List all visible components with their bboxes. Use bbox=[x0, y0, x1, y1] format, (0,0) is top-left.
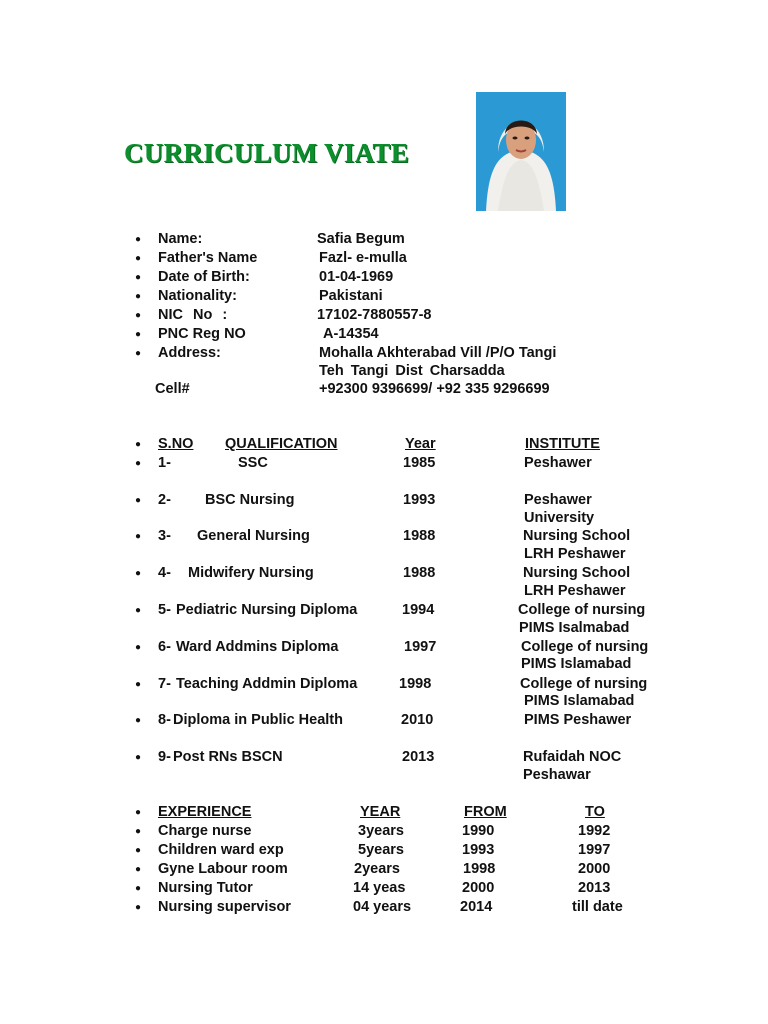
bullet: ● bbox=[135, 715, 142, 726]
bullet: ● bbox=[135, 253, 142, 264]
qual-year: 2010 bbox=[401, 712, 434, 728]
bullet: ● bbox=[135, 845, 142, 856]
label-address: Address: bbox=[158, 345, 221, 361]
qual-sno: 5- bbox=[158, 602, 171, 618]
qual-name: Ward Addmins Diploma bbox=[176, 639, 339, 655]
qual-institute-line2: University bbox=[524, 510, 595, 526]
value-nationality: Pakistani bbox=[319, 288, 383, 304]
bullet: ● bbox=[135, 826, 142, 837]
label-pnc: PNC Reg NO bbox=[158, 326, 246, 342]
exp-role: Children ward exp bbox=[158, 842, 284, 858]
value-name: Safia Begum bbox=[317, 231, 405, 247]
bullet: ● bbox=[135, 883, 142, 894]
qual-year: 1998 bbox=[399, 676, 432, 692]
header-experience: EXPERIENCE bbox=[158, 804, 252, 820]
qual-name: Pediatric Nursing Diploma bbox=[176, 602, 358, 618]
exp-from: 2000 bbox=[462, 880, 495, 896]
bullet: ● bbox=[135, 864, 142, 875]
qual-year: 2013 bbox=[402, 749, 435, 765]
label-name: Name: bbox=[158, 231, 203, 247]
value-address-1: Mohalla Akhterabad Vill /P/O Tangi bbox=[319, 345, 557, 361]
value-cell: +92300 9396699/ +92 335 9296699 bbox=[319, 381, 550, 397]
qual-name: BSC Nursing bbox=[205, 492, 295, 508]
qual-year: 1985 bbox=[403, 455, 436, 471]
qual-sno: 9- bbox=[158, 749, 171, 765]
qual-name: SSC bbox=[238, 455, 268, 471]
header-to: TO bbox=[585, 804, 605, 820]
qual-institute-line2: PIMS Islamabad bbox=[524, 693, 635, 709]
bullet: ● bbox=[135, 439, 142, 450]
qual-name: Diploma in Public Health bbox=[173, 712, 343, 728]
bullet: ● bbox=[135, 234, 142, 245]
bullet: ● bbox=[135, 329, 142, 340]
qual-institute: Nursing School bbox=[523, 565, 631, 581]
exp-years: 04 years bbox=[353, 899, 412, 915]
qual-sno: 8- bbox=[158, 712, 171, 728]
qual-institute: College of nursing bbox=[521, 639, 649, 655]
qual-name: Teaching Addmin Diploma bbox=[176, 676, 358, 692]
bullet: ● bbox=[135, 272, 142, 283]
exp-to: 1992 bbox=[578, 823, 611, 839]
qual-year: 1997 bbox=[404, 639, 437, 655]
exp-role: Nursing supervisor bbox=[158, 899, 291, 915]
qual-name: Post RNs BSCN bbox=[173, 749, 283, 765]
header-year: Year bbox=[405, 436, 436, 452]
bullet: ● bbox=[135, 531, 142, 542]
qual-institute-line2: PIMS Islamabad bbox=[521, 656, 632, 672]
label-dob: Date of Birth: bbox=[158, 269, 250, 285]
header-qualification: QUALIFICATION bbox=[225, 436, 338, 452]
qual-institute-line2: LRH Peshawer bbox=[524, 583, 626, 599]
qual-year: 1993 bbox=[403, 492, 436, 508]
value-pnc: A-14354 bbox=[323, 326, 379, 342]
qual-sno: 3- bbox=[158, 528, 171, 544]
qual-sno: 1- bbox=[158, 455, 171, 471]
bullet: ● bbox=[135, 807, 142, 818]
bullet: ● bbox=[135, 310, 142, 321]
qual-year: 1988 bbox=[403, 528, 436, 544]
exp-from: 1993 bbox=[462, 842, 495, 858]
exp-role: Charge nurse bbox=[158, 823, 252, 839]
value-father-name: Fazl- e-mulla bbox=[319, 250, 407, 266]
exp-from: 1990 bbox=[462, 823, 495, 839]
qual-sno: 6- bbox=[158, 639, 171, 655]
exp-role: Gyne Labour room bbox=[158, 861, 288, 877]
value-nic: 17102-7880557-8 bbox=[317, 307, 432, 323]
value-address-2: Teh Tangi Dist Charsadda bbox=[319, 363, 505, 379]
header-institute: INSTITUTE bbox=[525, 436, 600, 452]
bullet: ● bbox=[135, 902, 142, 913]
label-nic: NIC No : bbox=[158, 307, 228, 323]
qual-institute-line2: LRH Peshawer bbox=[524, 546, 626, 562]
exp-from: 1998 bbox=[463, 861, 496, 877]
qual-year: 1994 bbox=[402, 602, 435, 618]
qual-institute: Nursing School bbox=[523, 528, 631, 544]
qual-institute: Rufaidah NOC bbox=[523, 749, 622, 765]
qual-name: Midwifery Nursing bbox=[188, 565, 314, 581]
bullet: ● bbox=[135, 458, 142, 469]
qual-institute: College of nursing bbox=[520, 676, 648, 692]
header-from: FROM bbox=[464, 804, 507, 820]
exp-from: 2014 bbox=[460, 899, 493, 915]
bullet: ● bbox=[135, 752, 142, 763]
exp-years: 3years bbox=[358, 823, 404, 839]
exp-to: 2000 bbox=[578, 861, 611, 877]
exp-years: 5years bbox=[358, 842, 404, 858]
page-title: CURRICULUM VIATE bbox=[124, 138, 410, 168]
qual-institute-line2: Peshawar bbox=[523, 767, 591, 783]
profile-photo bbox=[476, 92, 566, 211]
qual-name: General Nursing bbox=[197, 528, 310, 544]
label-father-name: Father's Name bbox=[158, 250, 258, 266]
qual-sno: 7- bbox=[158, 676, 171, 692]
exp-to: 2013 bbox=[578, 880, 611, 896]
bullet: ● bbox=[135, 679, 142, 690]
qual-year: 1988 bbox=[403, 565, 436, 581]
exp-role: Nursing Tutor bbox=[158, 880, 253, 896]
bullet: ● bbox=[135, 495, 142, 506]
qual-sno: 2- bbox=[158, 492, 171, 508]
bullet: ● bbox=[135, 568, 142, 579]
bullet: ● bbox=[135, 642, 142, 653]
qual-institute: College of nursing bbox=[518, 602, 646, 618]
qual-institute: Peshawer bbox=[524, 455, 592, 471]
exp-years: 14 yeas bbox=[353, 880, 406, 896]
qual-institute: PIMS Peshawer bbox=[524, 712, 632, 728]
label-cell: Cell# bbox=[155, 381, 190, 397]
header-exp-year: YEAR bbox=[360, 804, 401, 820]
exp-to: 1997 bbox=[578, 842, 611, 858]
label-nationality: Nationality: bbox=[158, 288, 237, 304]
header-sno: S.NO bbox=[158, 436, 194, 452]
bullet: ● bbox=[135, 348, 142, 359]
bullet: ● bbox=[135, 605, 142, 616]
bullet: ● bbox=[135, 291, 142, 302]
qual-institute: Peshawer bbox=[524, 492, 592, 508]
exp-years: 2years bbox=[354, 861, 400, 877]
qual-sno: 4- bbox=[158, 565, 171, 581]
exp-to: till date bbox=[572, 899, 623, 915]
qual-institute-line2: PIMS Isalmabad bbox=[519, 620, 630, 636]
value-dob: 01-04-1969 bbox=[319, 269, 394, 285]
